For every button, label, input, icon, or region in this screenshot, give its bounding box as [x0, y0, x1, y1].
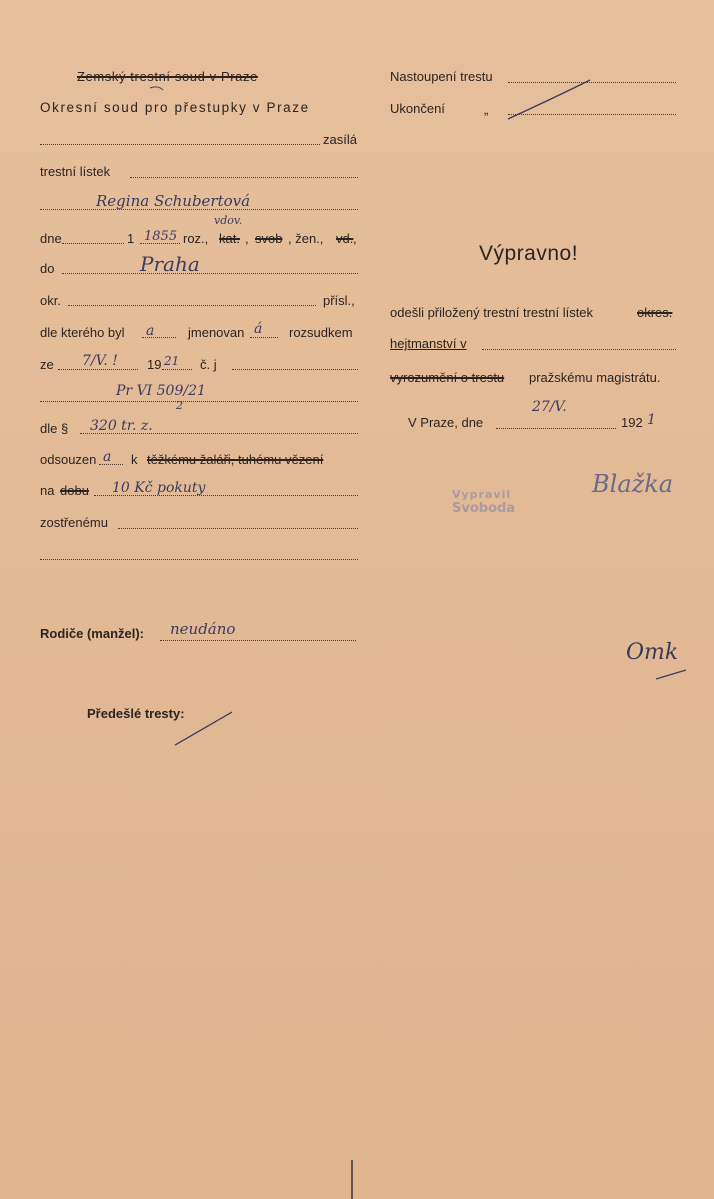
office-label: hejtmanství v	[390, 336, 467, 351]
born-label: roz.,	[183, 231, 209, 246]
struck-district: okres.	[637, 305, 673, 320]
send-instruction: odešli přiložený trestní trestní lístek	[390, 305, 594, 320]
struck-widowed: vd.	[336, 231, 354, 246]
handwritten-suffix: a	[146, 323, 155, 339]
dispatch-year-prefix: 192	[621, 415, 643, 430]
dispatch-title: Výpravno!	[479, 242, 579, 265]
struck-notification: vyrozumění o trestu	[390, 370, 505, 385]
ditto-mark: „	[484, 102, 489, 117]
case-number-label: č. j	[200, 357, 217, 372]
day-number: 1	[127, 231, 135, 246]
handwritten-name: Regina Schubertová	[96, 192, 251, 210]
handwritten-suffix: á	[254, 321, 263, 337]
handwritten-case-number: Pr VI 509/21	[116, 383, 206, 399]
aggravated-label: zostřenému	[40, 515, 108, 530]
document-page: Zemský trestní soud v Praze Okresní soud pro přestupky v Praze zasílá trestní lístek Regina Schubertová dne 1 1855 roz., kat. , svob , žen., vd. , vdov. do Praha okr. přísl., dle kterého byl a jmenovan á rozsudkem ze 7/V. ! 19 21 č. j Pr VI 509/21 2 dle § 320 tr. z. odsouzen a k těžkému žaláři, tuhému vězení na dobu 10 Kč pokuty zostřenému Rodiče (manžel): neudáno Předešlé tresty: Nastoupení trestu Ukončení „ Výpravno! odešli přiložený trestní trestní lístek okres. hejtmanství v vyrozumění o trestu pražskému magistrátu. V Praze, dne 27/V. 192 1 Vypravil Svoboda Blažka Omk	[0, 0, 714, 1199]
to-penalty-label: k	[131, 452, 138, 467]
paragraph-label: dle §	[40, 421, 69, 436]
year-prefix: 19	[147, 357, 162, 372]
sentence-end-label: Ukončení	[390, 101, 445, 116]
magistrate-label: pražskému magistrátu.	[529, 370, 661, 385]
according-label: dle kterého byl	[40, 325, 125, 340]
handwritten-birth-year: 1855	[144, 229, 178, 244]
sends-label: zasílá	[323, 132, 357, 147]
place-date-label: V Praze, dne	[408, 415, 484, 430]
convicted-label: odsouzen	[40, 452, 97, 467]
handwritten-paragraph: 320 tr. z.	[90, 418, 153, 434]
handwritten-widow: vdov.	[214, 214, 243, 227]
handwritten-verdict-date: 7/V. !	[82, 353, 118, 369]
verdict-label: rozsudkem	[289, 325, 353, 340]
married-label: , žen.,	[288, 231, 324, 246]
from-label: ze	[40, 357, 54, 372]
struck-duration: dobu	[60, 483, 89, 498]
struck-court-header: Zemský trestní soud v Praze	[77, 69, 258, 84]
struck-single: svob	[255, 231, 283, 246]
stamp-line: Vypravil	[452, 488, 512, 501]
handwritten-city: Praha	[140, 252, 200, 276]
handwritten-penalty: 10 Kč pokuty	[112, 480, 206, 496]
residence-label: přísl.,	[323, 293, 355, 308]
official-signature: Omk	[626, 640, 679, 665]
named-label: jmenovan	[188, 325, 245, 340]
sentence-start-label: Nastoupení trestu	[390, 69, 493, 84]
stamp-line: Svoboda	[452, 501, 516, 516]
handwritten-year: 21	[164, 354, 180, 368]
court-name: Okresní soud pro přestupky v Praze	[40, 100, 310, 115]
handwritten-dispatch-year: 1	[647, 412, 656, 428]
for-label: na	[40, 483, 55, 498]
record-label: trestní lístek	[40, 164, 111, 179]
date-label: dne	[40, 231, 62, 246]
clerk-signature: Blažka	[592, 470, 674, 498]
handwritten-dispatch-date: 27/V.	[532, 399, 567, 415]
handwritten-case-sub: 2	[176, 399, 183, 412]
handwritten-suffix: a	[103, 449, 112, 465]
parents-label: Rodiče (manžel):	[40, 626, 145, 641]
struck-catholic: kat.	[219, 231, 240, 246]
prior-sentences-label: Předešlé tresty:	[87, 706, 185, 721]
handwritten-parents: neudáno	[170, 620, 236, 638]
to-label: do	[40, 261, 55, 276]
struck-prison-types: těžkému žaláři, tuhému vězení	[147, 452, 324, 467]
district-label: okr.	[40, 293, 61, 308]
